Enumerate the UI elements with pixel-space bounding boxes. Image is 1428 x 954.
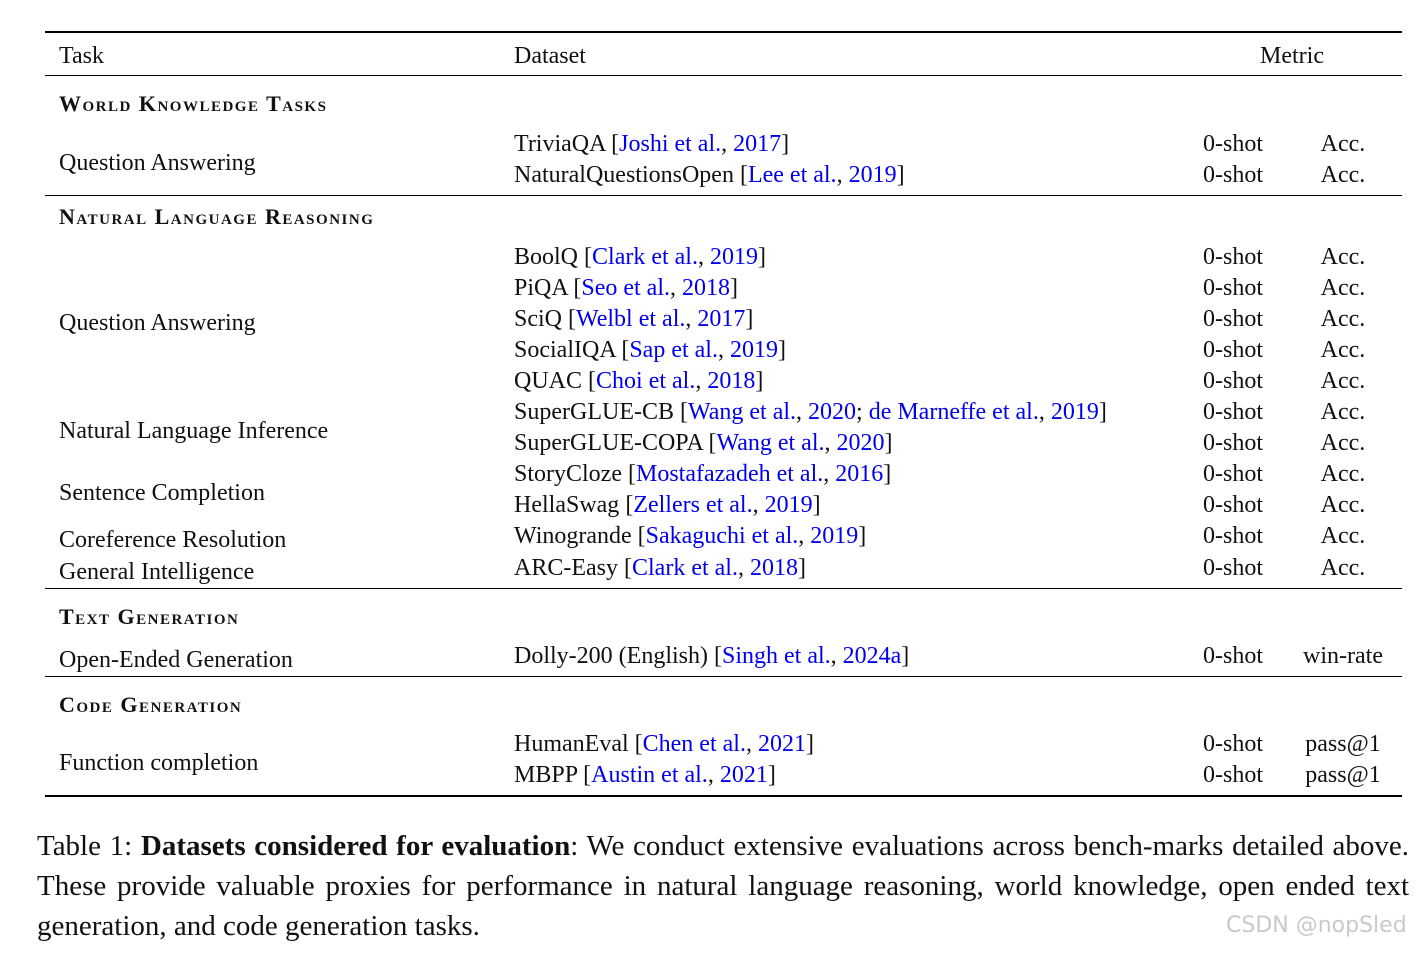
citation-author-link[interactable]: Welbl et al. — [576, 306, 686, 332]
section-rule — [45, 588, 1402, 589]
header-task: Task — [59, 43, 104, 69]
shot-cell: 0-shot — [1203, 492, 1263, 518]
dataset-cell: NaturalQuestionsOpen [Lee et al., 2019] — [514, 162, 905, 188]
citation-author-link[interactable]: Joshi et al. — [619, 131, 722, 157]
task-name: Natural Language Inference — [59, 418, 329, 444]
metric-cell: Acc. — [1320, 306, 1366, 332]
task-name: Coreference Resolution — [59, 527, 287, 553]
dataset-name: HumanEval — [514, 731, 629, 757]
dataset-cell: HellaSwag [Zellers et al., 2019] — [514, 492, 821, 518]
header-metric: Metric — [1260, 43, 1324, 69]
citation-year-link[interactable]: 2016 — [835, 461, 884, 487]
citation-author-link[interactable]: Clark et al. — [632, 555, 738, 581]
task-name: General Intelligence — [59, 559, 255, 585]
metric-cell: Acc. — [1320, 461, 1366, 487]
metric-cell: Acc. — [1320, 430, 1366, 456]
metric-cell: Acc. — [1320, 337, 1366, 363]
citation-author-link[interactable]: Wang et al. — [687, 399, 797, 425]
header-dataset: Dataset — [514, 43, 586, 69]
section-rule — [45, 195, 1402, 196]
citation-year-link[interactable]: 2024a — [842, 643, 902, 669]
dataset-name: HellaSwag — [514, 492, 620, 518]
dataset-name: SuperGLUE-COPA — [514, 430, 703, 456]
shot-cell: 0-shot — [1203, 337, 1263, 363]
citation-author-link[interactable]: Sakaguchi et al. — [645, 523, 799, 549]
citation-author-link[interactable]: Chen et al. — [642, 731, 746, 757]
shot-cell: 0-shot — [1203, 162, 1263, 188]
dataset-name: QUAC — [514, 368, 583, 394]
metric-cell: Acc. — [1320, 555, 1366, 581]
citation-year-link[interactable]: 2018 — [682, 275, 730, 301]
shot-cell: 0-shot — [1203, 430, 1263, 456]
citation-author-link[interactable]: de Marneffe et al. — [868, 399, 1039, 425]
shot-cell: 0-shot — [1203, 461, 1263, 487]
citation-author-link[interactable]: Austin et al. — [591, 762, 708, 788]
dataset-name: TriviaQA — [514, 131, 606, 157]
dataset-name: PiQA — [514, 275, 568, 301]
citation-year-link[interactable]: 2021 — [719, 762, 768, 788]
dataset-name: BoolQ — [514, 244, 579, 270]
citation-year-link[interactable]: 2021 — [757, 731, 806, 757]
dataset-cell: TriviaQA [Joshi et al., 2017] — [514, 131, 790, 157]
metric-cell: Acc. — [1320, 275, 1366, 301]
citation-author-link[interactable]: Sap et al. — [629, 337, 718, 363]
citation-author-link[interactable]: Zellers et al. — [633, 492, 753, 518]
metric-cell: win-rate — [1303, 643, 1383, 669]
citation-author-link[interactable]: Lee et al. — [747, 162, 837, 188]
citation-year-link[interactable]: 2019 — [810, 523, 859, 549]
shot-cell: 0-shot — [1203, 731, 1263, 757]
task-name: Function completion — [59, 750, 259, 776]
citation-year-link[interactable]: 2019 — [729, 337, 778, 363]
shot-cell: 0-shot — [1203, 131, 1263, 157]
shot-cell: 0-shot — [1203, 399, 1263, 425]
caption-text: : We conduct extensive evaluations across bench-marks detailed above. These provide valuable proxies for performance in natural language reasoning, world knowledge, open ended text generation, and code generation tasks. — [37, 830, 1410, 942]
dataset-name: NaturalQuestionsOpen — [514, 162, 734, 188]
table-caption — [37, 826, 1409, 946]
shot-cell: 0-shot — [1203, 275, 1263, 301]
section-title: World Knowledge Tasks — [59, 91, 328, 116]
shot-cell: 0-shot — [1203, 762, 1263, 788]
dataset-name: Dolly-200 (English) — [514, 643, 708, 669]
citation-author-link[interactable]: Mostafazadeh et al. — [636, 461, 824, 487]
citation-year-link[interactable]: 2019 — [709, 244, 758, 270]
metric-cell: Acc. — [1320, 162, 1366, 188]
dataset-name: StoryCloze — [514, 461, 622, 487]
shot-cell: 0-shot — [1203, 555, 1263, 581]
citation-year-link[interactable]: 2018 — [749, 555, 798, 581]
citation-year-link[interactable]: 2017 — [697, 306, 746, 332]
shot-cell: 0-shot — [1203, 523, 1263, 549]
citation-year-link[interactable]: 2020 — [808, 399, 857, 425]
metric-cell: pass@1 — [1305, 731, 1381, 757]
metric-cell: pass@1 — [1305, 762, 1381, 788]
dataset-cell: PiQA [Seo et al., 2018] — [514, 275, 738, 301]
dataset-name: ARC-Easy — [514, 555, 618, 581]
section-title: Natural Language Reasoning — [59, 204, 375, 229]
dataset-cell: HumanEval [Chen et al., 2021] — [514, 731, 814, 757]
task-name: Question Answering — [59, 150, 256, 176]
metric-cell: Acc. — [1320, 399, 1366, 425]
citation-year-link[interactable]: 2018 — [707, 368, 756, 394]
dataset-name: SocialIQA — [514, 337, 616, 363]
citation-author-link[interactable]: Wang et al. — [716, 430, 825, 456]
dataset-cell: BoolQ [Clark et al., 2019] — [514, 244, 766, 270]
dataset-name: SuperGLUE-CB — [514, 399, 674, 425]
dataset-cell: SocialIQA [Sap et al., 2019] — [514, 337, 786, 363]
task-name: Open-Ended Generation — [59, 647, 293, 673]
citation-year-link[interactable]: 2019 — [1050, 399, 1099, 425]
task-name: Question Answering — [59, 310, 256, 336]
dataset-cell: SuperGLUE-COPA [Wang et al., 2020] — [514, 430, 893, 456]
shot-cell: 0-shot — [1203, 643, 1263, 669]
header-rule — [45, 75, 1402, 76]
citation-author-link[interactable]: Singh et al. — [721, 643, 831, 669]
dataset-cell: SciQ [Welbl et al., 2017] — [514, 306, 754, 332]
section-title: Text Generation — [59, 604, 240, 629]
dataset-cell: Winogrande [Sakaguchi et al., 2019] — [514, 523, 867, 549]
citation-author-link[interactable]: Clark et al. — [592, 244, 698, 270]
shot-cell: 0-shot — [1203, 306, 1263, 332]
dataset-cell: StoryCloze [Mostafazadeh et al., 2016] — [514, 461, 892, 487]
metric-cell: Acc. — [1320, 368, 1366, 394]
metric-cell: Acc. — [1320, 244, 1366, 270]
watermark: CSDN @nopSled — [1226, 913, 1407, 938]
bottom-rule — [45, 795, 1402, 797]
citation-year-link[interactable]: 2017 — [733, 131, 782, 157]
citation-year-link[interactable]: 2020 — [836, 430, 885, 456]
metric-cell: Acc. — [1320, 131, 1366, 157]
citation-author-link[interactable]: Choi et al. — [596, 368, 696, 394]
dataset-name: Winogrande — [514, 523, 632, 549]
citation-year-link[interactable]: 2019 — [848, 162, 897, 188]
metric-cell: Acc. — [1320, 492, 1366, 518]
task-name: Sentence Completion — [59, 480, 265, 506]
section-rule — [45, 676, 1402, 677]
dataset-name: MBPP — [514, 762, 578, 788]
metric-cell: Acc. — [1320, 523, 1366, 549]
dataset-cell: MBPP [Austin et al., 2021] — [514, 762, 776, 788]
citation-author-link[interactable]: Seo et al. — [581, 275, 670, 301]
shot-cell: 0-shot — [1203, 368, 1263, 394]
top-rule — [45, 31, 1402, 33]
dataset-name: SciQ — [514, 306, 562, 332]
dataset-cell: ARC-Easy [Clark et al., 2018] — [514, 555, 806, 581]
citation-year-link[interactable]: 2019 — [764, 492, 813, 518]
dataset-cell: Dolly-200 (English) [Singh et al., 2024a] — [514, 643, 910, 669]
dataset-cell: QUAC [Choi et al., 2018] — [514, 368, 764, 394]
caption-label: Table 1: — [37, 830, 133, 862]
dataset-cell: SuperGLUE-CB [Wang et al., 2020; de Marneffe et al., 2019] — [514, 399, 1107, 425]
shot-cell: 0-shot — [1203, 244, 1263, 270]
caption-bold: Datasets considered for evaluation — [140, 830, 571, 862]
section-title: Code Generation — [59, 692, 243, 717]
